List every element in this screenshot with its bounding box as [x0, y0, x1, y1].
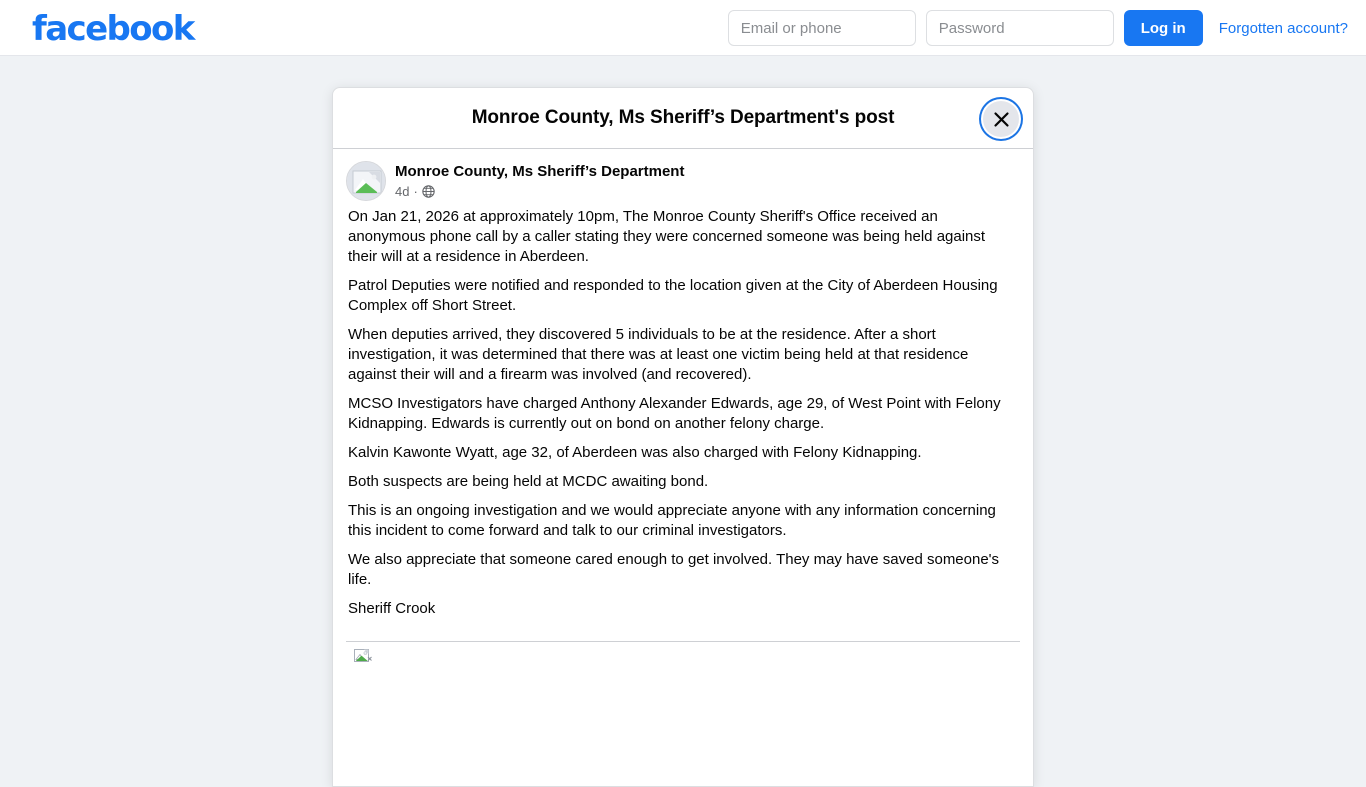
email-or-phone-input[interactable] [728, 10, 916, 46]
post-paragraph: MCSO Investigators have charged Anthony Alexander Edwards, age 29, of West Point with Felony Kidnapping. Edwards is currently out on bond on another felony charge. [348, 395, 1001, 432]
post-message [346, 205, 1020, 629]
post-author-row [346, 161, 1020, 205]
broken-image-icon [354, 648, 1020, 666]
post-paragraph: Kalvin Kawonte Wyatt, age 32, of Aberdeen was also charged with Felony Kidnapping. [348, 444, 922, 461]
post-paragraph: Patrol Deputies were notified and responded to the location given at the City of Aberdeen Housing Complex off Short Street. [348, 277, 998, 314]
post-container [333, 149, 1033, 787]
dialog-header [333, 88, 1033, 149]
post-paragraph: This is an ongoing investigation and we would appreciate anyone with any information concerning this incident to come forward and talk to our criminal investigators. [348, 502, 996, 539]
post-author-name[interactable]: Monroe County, Ms Sheriff’s Department [395, 163, 685, 180]
post-paragraph: When deputies arrived, they discovered 5 individuals to be at the residence. After a short investigation, it was determined that there was at least one victim being held at that residence against their will and a firearm was involved (and recovered). [348, 326, 969, 383]
post-paragraph: Sheriff Crook [348, 600, 436, 617]
password-input[interactable] [926, 10, 1114, 46]
facebook-logo[interactable]: facebook [32, 9, 194, 49]
forgotten-account-link[interactable]: Forgotten account? [1218, 19, 1348, 37]
post-timestamp[interactable]: 4d [395, 184, 410, 199]
dialog-title: Monroe County, Ms Sheriff’s Department's post [471, 107, 895, 128]
post-attachment[interactable] [346, 641, 1020, 787]
post-author-meta [395, 161, 684, 200]
post-meta-row [395, 183, 684, 200]
close-icon [993, 111, 1010, 128]
globe-icon[interactable] [422, 185, 435, 198]
post-paragraph: We also appreciate that someone cared enough to get involved. They may have saved someone's life. [348, 551, 1000, 588]
post-dialog [332, 87, 1034, 787]
avatar[interactable] [346, 161, 386, 201]
log-in-button[interactable]: Log in [1124, 10, 1203, 46]
login-form [728, 0, 1348, 56]
top-navigation-bar [0, 0, 1366, 56]
post-paragraph: Both suspects are being held at MCDC awaiting bond. [348, 473, 709, 490]
close-button[interactable] [983, 101, 1019, 137]
post-paragraph: On Jan 21, 2026 at approximately 10pm, The Monroe County Sheriff's Office received an anonymous phone call by a caller stating they were concerned someone was being held against their will at a residence in Aberdeen. [348, 208, 986, 265]
meta-separator: · [413, 184, 418, 199]
